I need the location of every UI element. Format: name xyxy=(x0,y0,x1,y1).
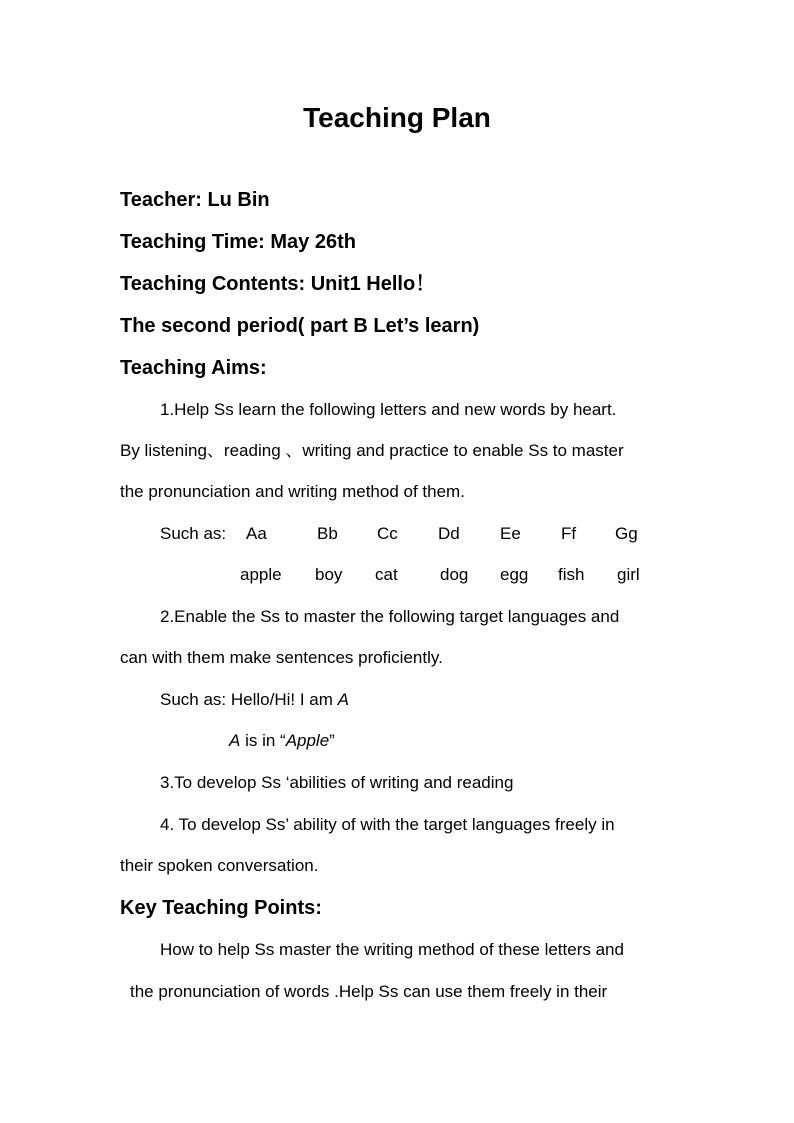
aim3-line: 3.To develop Ss ‘abilities of writing and reading xyxy=(160,773,514,792)
example-sentence-2 xyxy=(229,727,335,755)
teaching-time-line: Teaching Time: May 26th xyxy=(120,231,356,253)
such-as-label: Such as: xyxy=(160,524,227,543)
example-sentence-2-text: is in “ xyxy=(240,731,286,750)
example-sentence-1 xyxy=(160,686,349,714)
word-cell: egg xyxy=(500,565,529,584)
letter-cell: Ee xyxy=(500,524,521,543)
letter-cell: Bb xyxy=(317,524,338,543)
word-cell: cat xyxy=(375,565,398,584)
key-teaching-points-heading: Key Teaching Points: xyxy=(120,897,322,919)
aim2-line2: can with them make sentences proficiently. xyxy=(120,648,443,667)
teacher-line: Teacher: Lu Bin xyxy=(120,189,270,211)
letter-cell: Cc xyxy=(377,524,398,543)
letter-cell: Gg xyxy=(615,524,638,543)
example-sentence-2-close-quote: ” xyxy=(329,731,335,750)
teaching-contents-line: Teaching Contents: Unit1 Hello！ xyxy=(120,273,436,295)
period-line: The second period( part B Let’s learn) xyxy=(120,315,480,337)
example-sentence-1-text: Such as: Hello/Hi! I am xyxy=(160,690,338,709)
key-points-line1: How to help Ss master the writing method of these letters and xyxy=(160,940,624,959)
page-title: Teaching Plan xyxy=(303,102,491,133)
word-cell: dog xyxy=(440,565,469,584)
word-cell: boy xyxy=(315,565,343,584)
letter-cell: Ff xyxy=(561,524,577,543)
letter-cell: Aa xyxy=(246,524,267,543)
aim1-line1: 1.Help Ss learn the following letters and new words by heart. xyxy=(160,400,617,419)
teaching-aims-heading: Teaching Aims: xyxy=(120,357,267,379)
word-cell: girl xyxy=(617,565,640,584)
aim4-line2: their spoken conversation. xyxy=(120,856,319,875)
aim4-line1: 4. To develop Ss’ ability of with the target languages freely in xyxy=(160,815,615,834)
letter-cell: Dd xyxy=(438,524,460,543)
example-sentence-1-variable: A xyxy=(337,690,349,709)
aim1-line3: the pronunciation and writing method of them. xyxy=(120,482,465,501)
word-cell: apple xyxy=(240,565,282,584)
example-sentence-2-variable: A xyxy=(229,731,241,750)
key-points-line2: the pronunciation of words .Help Ss can use them freely in their xyxy=(130,982,608,1001)
aim1-line2: By listening、reading 、writing and practice to enable Ss to master xyxy=(120,441,624,460)
aim2-line1: 2.Enable the Ss to master the following target languages and xyxy=(160,607,620,626)
word-cell: fish xyxy=(558,565,585,584)
example-sentence-2-word: Apple xyxy=(285,731,330,750)
